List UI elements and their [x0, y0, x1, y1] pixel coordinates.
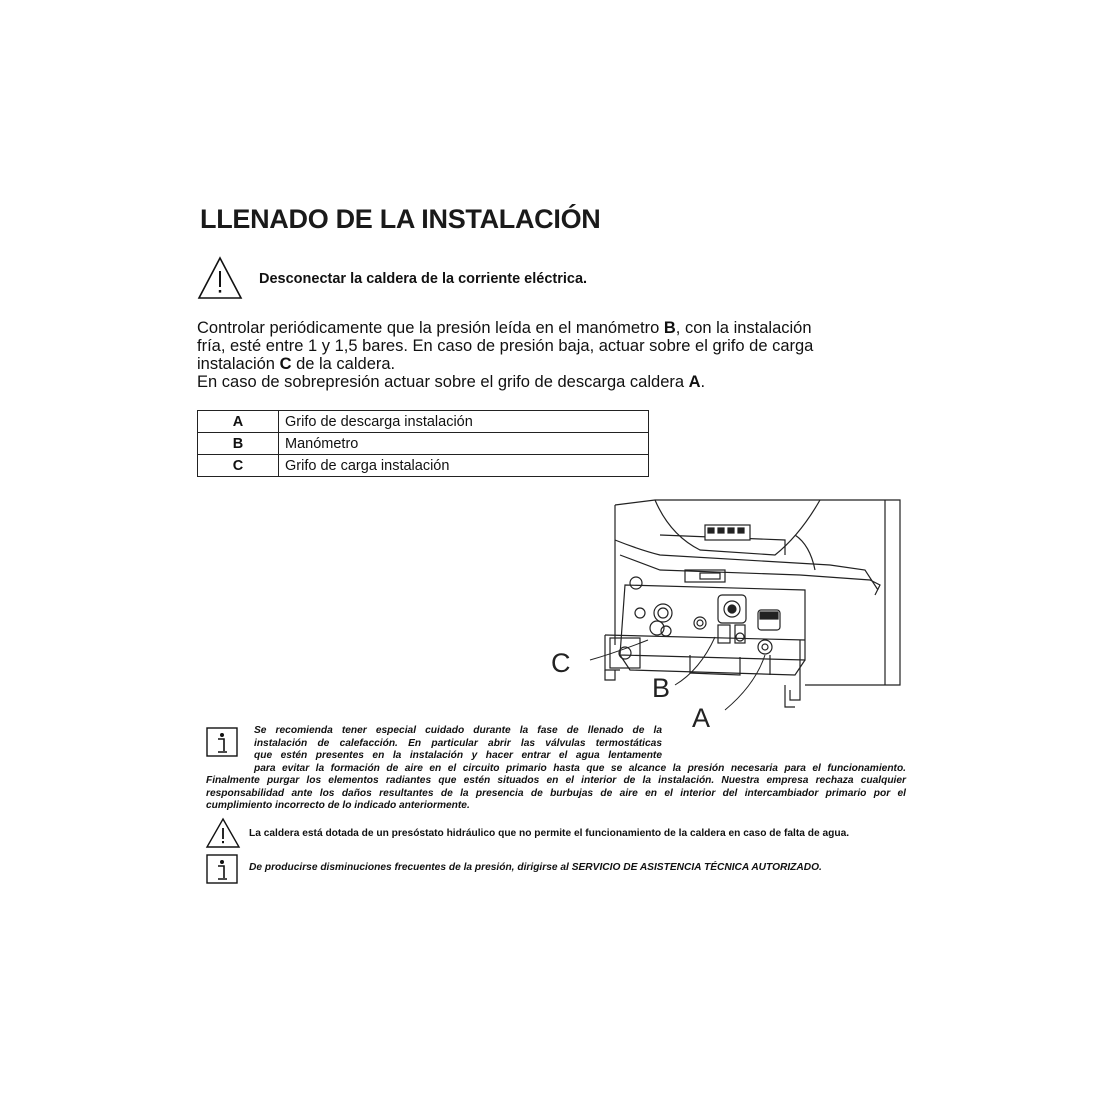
legend-desc: Manómetro — [279, 433, 649, 455]
legend-key: B — [198, 433, 279, 455]
info-note-line-4: para evitar la formación de aire en el circuito primario hasta que se alcance la presión necesaria para el funcionamiento. — [254, 762, 906, 774]
legend-key: C — [198, 455, 279, 477]
warning-disconnect-text: Desconectar la caldera de la corriente eléctrica. — [259, 271, 588, 287]
info-note-line-7: cumplimiento incorrecto de lo indicado anteriormente. — [206, 800, 470, 811]
info-note-line-3: que estén presentes en la instalación y hacer entrar el agua lentamente — [254, 750, 662, 761]
info-note-line-2: instalación de calefacción. En particular abrir las válvulas termostáticas — [254, 737, 662, 749]
table-row — [198, 433, 649, 455]
paragraph-line-2: fría, esté entre 1 y 1,5 bares. En caso de presión baja, actuar sobre el grifo de carga — [197, 337, 814, 355]
pressostat-note: La caldera está dotada de un presóstato hidráulico que no permite el funcionamiento de la caldera en caso de falta de agua. — [249, 828, 850, 839]
table-row — [198, 411, 649, 433]
table-row — [198, 455, 649, 477]
warning-icon — [206, 818, 240, 848]
info-icon — [206, 727, 238, 757]
page-title: LLENADO DE LA INSTALACIÓN — [200, 204, 601, 234]
callout-b: B — [652, 673, 671, 703]
paragraph-line-4: En caso de sobrepresión actuar sobre el grifo de descarga caldera A. — [197, 373, 706, 391]
boiler-diagram — [560, 495, 905, 720]
info-icon — [206, 854, 238, 884]
legend-key: A — [198, 411, 279, 433]
service-note: De producirse disminuciones frecuentes de la presión, dirigirse al SERVICIO DE ASISTENCIA TÉCNICA AUTORIZADO. — [249, 862, 822, 873]
paragraph-line-3: instalación C de la caldera. — [197, 355, 396, 373]
paragraph-line-1: Controlar periódicamente que la presión leída en el manómetro B, con la instalación — [197, 319, 812, 337]
warning-icon — [197, 256, 243, 300]
legend-desc: Grifo de descarga instalación — [279, 411, 649, 433]
info-note-line-1: Se recomienda tener especial cuidado durante la fase de llenado de la — [254, 725, 662, 736]
legend-table — [197, 410, 649, 477]
callout-a: A — [692, 703, 711, 733]
legend-desc: Grifo de carga instalación — [279, 455, 649, 477]
info-note-line-5: Finalmente purgar los elementos radiantes que estén situados en el interior de la instalación. Nuestra empresa rechaza cualquier — [206, 775, 906, 786]
callout-c: C — [551, 648, 571, 678]
info-note-line-6: responsabilidad ante los daños resultantes de la presencia de burbujas de aire en el interior del intercambiador primario por el — [206, 787, 906, 799]
